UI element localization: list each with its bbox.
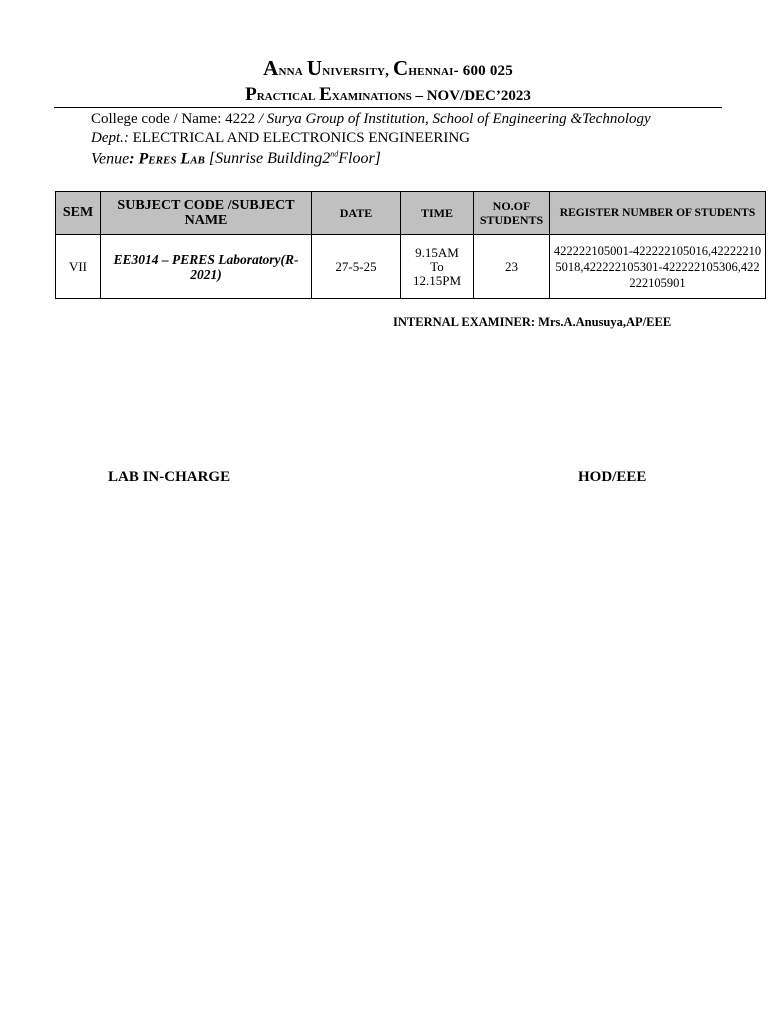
exam-title: Practical Examinations – NOV/DEC’2023: [245, 84, 531, 105]
college-line: [91, 111, 651, 128]
college-name: / Surya Group of Institution, School of Engineering &Technology: [255, 111, 651, 127]
cell-students: 23: [474, 235, 550, 299]
cell-sem: VII: [56, 235, 101, 299]
venue-lab-name: Peres Lab: [138, 150, 205, 168]
dept-value: ELECTRICAL AND ELECTRONICS ENGINEERING: [128, 130, 470, 146]
college-code: College code / Name: 4222: [91, 111, 256, 127]
cell-time: 9.15AM To 12.15PM: [401, 235, 474, 299]
dept-line: [91, 130, 470, 147]
header-sem: SEM: [56, 192, 101, 235]
header-students: NO.OF STUDENTS: [474, 192, 550, 235]
table-header-row: [56, 192, 766, 235]
dept-label: Dept.:: [91, 130, 129, 146]
lab-incharge-signature: LAB IN-CHARGE: [108, 469, 231, 485]
cell-subject: EE3014 – PERES Laboratory(R-2021): [101, 235, 312, 299]
header-subject: SUBJECT CODE /SUBJECT NAME: [101, 192, 312, 235]
header-register: REGISTER NUMBER OF STUDENTS: [550, 192, 766, 235]
header-time: TIME: [401, 192, 474, 235]
venue-location: [Sunrise Building2ndFloor]: [204, 150, 381, 168]
internal-examiner: INTERNAL EXAMINER: Mrs.A.Anusuya,AP/EEE: [393, 315, 672, 329]
table-row: [56, 235, 766, 299]
venue-line: Venue: Peres Lab [Sunrise Building2ndFloor]: [91, 150, 381, 168]
header-divider: [54, 107, 722, 108]
cell-date: 27-5-25: [312, 235, 401, 299]
university-title: Anna University, Chennai- 600 025: [263, 56, 513, 80]
exam-schedule-table: [55, 191, 766, 299]
cell-register: 422222105001-422222105016,422222105018,422222105301-422222105306,422222105901: [550, 235, 766, 299]
venue-label: Venue: [91, 150, 130, 168]
hod-signature: HOD/EEE: [578, 469, 647, 485]
header-date: DATE: [312, 192, 401, 235]
